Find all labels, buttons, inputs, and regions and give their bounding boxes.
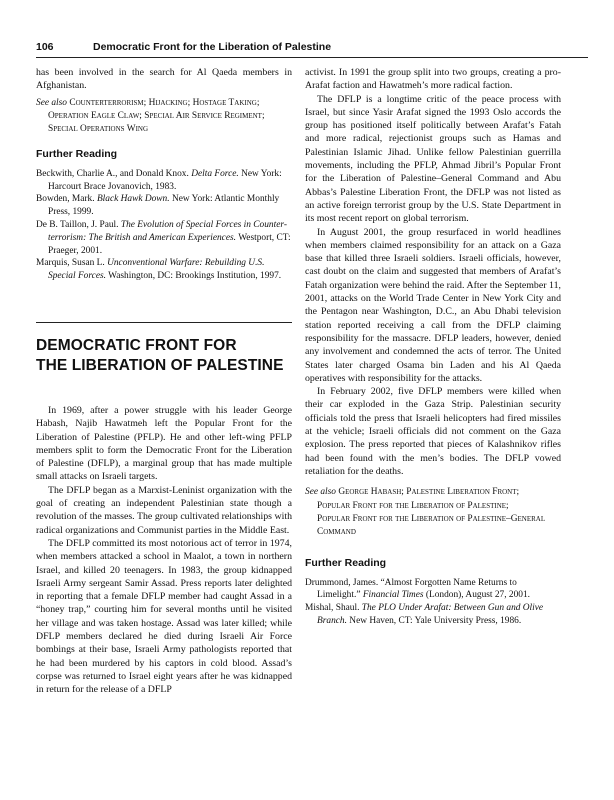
body-paragraph: The DFLP is a longtime critic of the peace process with Israel, but since Yasir Arafat signed the 1993 Oslo accords the group has positioned itself politically between Arafat’s Fatah and more radical, rejectionist groups such as Hamas and Palestinian Islamic Jihad. Unlike fellow Palestinian guerrilla movements, including the PFLP, Ahmad Jibril’s Popular Front for the Liberation of Palestine–General Command and Abu Abbas’s Palestine Liberation Front, the DFLP was not listed as an active foreign terrorist group by the U.S. State Department in its most recent report on global terrorism.	[305, 93, 561, 225]
body-paragraph: activist. In 1991 the group split into two groups, creating a pro-Arafat faction and Hawatmeh’s more radical faction.	[305, 67, 561, 92]
see-also-link[interactable]: Special Operations Wing	[48, 124, 149, 135]
see-also-block	[305, 486, 561, 539]
see-also-link[interactable]: Counterterrorism;	[69, 97, 147, 108]
see-also-link[interactable]: Special Air Service Regiment;	[144, 110, 265, 121]
right-column	[305, 66, 561, 628]
reference-entry: Mishal, Shaul. The PLO Under Arafat: Between Gun and Olive Branch. New Haven, CT: Yale University Press, 1986.	[305, 603, 544, 627]
body-paragraph: In 1969, after a power struggle with his leader George Habash, Najib Hawatmeh left the Popular Front for the Liberation of Palestine (PFLP). He and other left-wing PFLP members split to form the Democratic Front for the Liberation of Palestine (DFLP), a marginal group that has made multiple small attacks on Israeli targets.	[36, 404, 292, 483]
see-also-link[interactable]: Operation Eagle Claw;	[48, 110, 142, 121]
see-also-link[interactable]: Palestine Liberation Front;	[406, 487, 520, 498]
reference-entry: Beckwith, Charlie A., and Donald Knox. Delta Force. New York: Harcourt Brace Jovanovich, 1983.	[36, 168, 282, 192]
reference-entry: Bowden, Mark. Black Hawk Down. New York: Atlantic Monthly Press, 1999.	[36, 194, 280, 218]
see-also-label: See also	[305, 487, 336, 498]
entry-title: DEMOCRATIC FRONT FOR THE LIBERATION OF PALESTINE	[36, 336, 284, 374]
running-title: Democratic Front for the Liberation of Palestine	[93, 41, 332, 53]
header-rule	[36, 57, 588, 58]
see-also-link[interactable]: Hostage Taking;	[192, 97, 260, 108]
intro-paragraph: has been involved in the search for Al Qaeda members in Afghanistan.	[36, 67, 292, 92]
further-reading-heading: Further Reading	[305, 557, 387, 570]
body-paragraph: In February 2002, five DFLP members were killed when their car exploded in the Gaza Strip. Palestinian security officials told the press that Israeli helicopters had fired missiles at the vehicle; Israeli officials did not comment on the Gaza explosion. The press reported that pieces of Kalashnikov rifles had been found with the men’s bodies. The DFLP vowed retaliation for the deaths.	[305, 386, 561, 477]
see-also-link[interactable]: George Habash;	[338, 487, 404, 498]
see-also-block	[36, 97, 292, 137]
body-paragraph: The DFLP committed its most notorious act of terror in 1974, when members attacked a school in Maalot, a town in northern Israel, and killed 20 teenagers. In 1983, the group kidnapped Israeli Army sergeant Samir Assad. Press reports later delighted in reporting that a female DFLP member had caught Assad in a “honey trap,” courting him for several months until he visited her village and was taken hostage. Assad was later killed; while DFLP members declared he died during Israeli Air Force bombings at their base, Israeli Army pathologists reported that he had been murdered by his captors in cold blood. Assad’s corpse was returned to Israel eight years after he was kidnapped in return for the release of a DFLP	[36, 537, 292, 696]
see-also-link[interactable]: Hijacking;	[148, 97, 191, 108]
reference-entry: De B. Taillon, J. Paul. The Evolution of Special Forces in Counter-terrorism: The British and American Experiences. Westport, CT: Praeger, 2001.	[36, 219, 291, 256]
entry-divider	[36, 322, 292, 323]
body-paragraph: The DFLP began as a Marxist-Leninist organization with the goal of creating an independent Palestinian state though a revolution of the masses. The group cultivated relationships with radical organizations and Communist parties in the Middle East.	[36, 484, 292, 536]
reference-entry: Marquis, Susan L. Unconventional Warfare: Rebuilding U.S. Special Forces. Washington, DC: Brookings Institution, 1997.	[36, 258, 282, 282]
reference-entry: Drummond, James. “Almost Forgotten Name Returns to Limelight.” Financial Times (London), August 27, 2001.	[305, 577, 531, 601]
further-reading-heading: Further Reading	[36, 148, 118, 161]
page-number: 106	[36, 41, 54, 53]
left-column	[36, 66, 292, 696]
see-also-label: See also	[36, 97, 67, 108]
see-also-link[interactable]: Popular Front for the Liberation of Palestine;	[317, 500, 509, 511]
body-paragraph: In August 2001, the group resurfaced in world headlines when members claimed responsibility for an attack on a Gaza base that killed three Israeli soldiers. Israeli officials, however, cast doubt on the claim and suggested that members of Arafat’s Fatah organization were behind the raid. After the September 11, 2001, attacks on the World Trade Center in New York City and the Pentagon near Washington, D.C., an Abu Dhabi television station reported receiving a call from the DFLP claiming responsibility for the massacre. DFLP leaders, however, denied any involvement and condemned the acts of terror. The United States later charged Osama bin Laden and his Al Qaeda operatives with responsibility for the attacks.	[305, 226, 561, 384]
see-also-link[interactable]: Popular Front for the Liberation of Palestine–General Command	[317, 513, 546, 538]
